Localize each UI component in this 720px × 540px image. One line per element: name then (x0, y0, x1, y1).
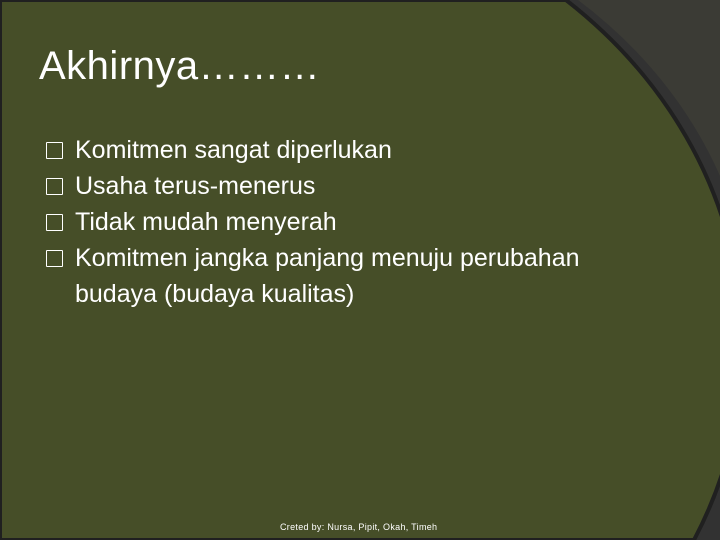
bullet-list (46, 132, 606, 312)
footer-credit: Creted by: Nursa, Pipit, Okah, Timeh (280, 522, 438, 532)
bullet-box-icon (46, 250, 63, 267)
slide-title: Akhirnya……… (39, 44, 321, 88)
bullet-text: Tidak mudah menyerah (75, 208, 337, 236)
bullet-box-icon (46, 142, 63, 159)
bullet-text: Usaha terus-menerus (75, 172, 316, 200)
bullet-item (46, 132, 606, 168)
bullet-item (46, 168, 606, 204)
bullet-box-icon (46, 178, 63, 195)
bullet-text: Komitmen jangka panjang menuju perubahan budaya (budaya kualitas) (75, 244, 580, 308)
bullet-item (46, 240, 606, 312)
bullet-text: Komitmen sangat diperlukan (75, 136, 392, 164)
bullet-box-icon (46, 214, 63, 231)
bullet-item (46, 204, 606, 240)
